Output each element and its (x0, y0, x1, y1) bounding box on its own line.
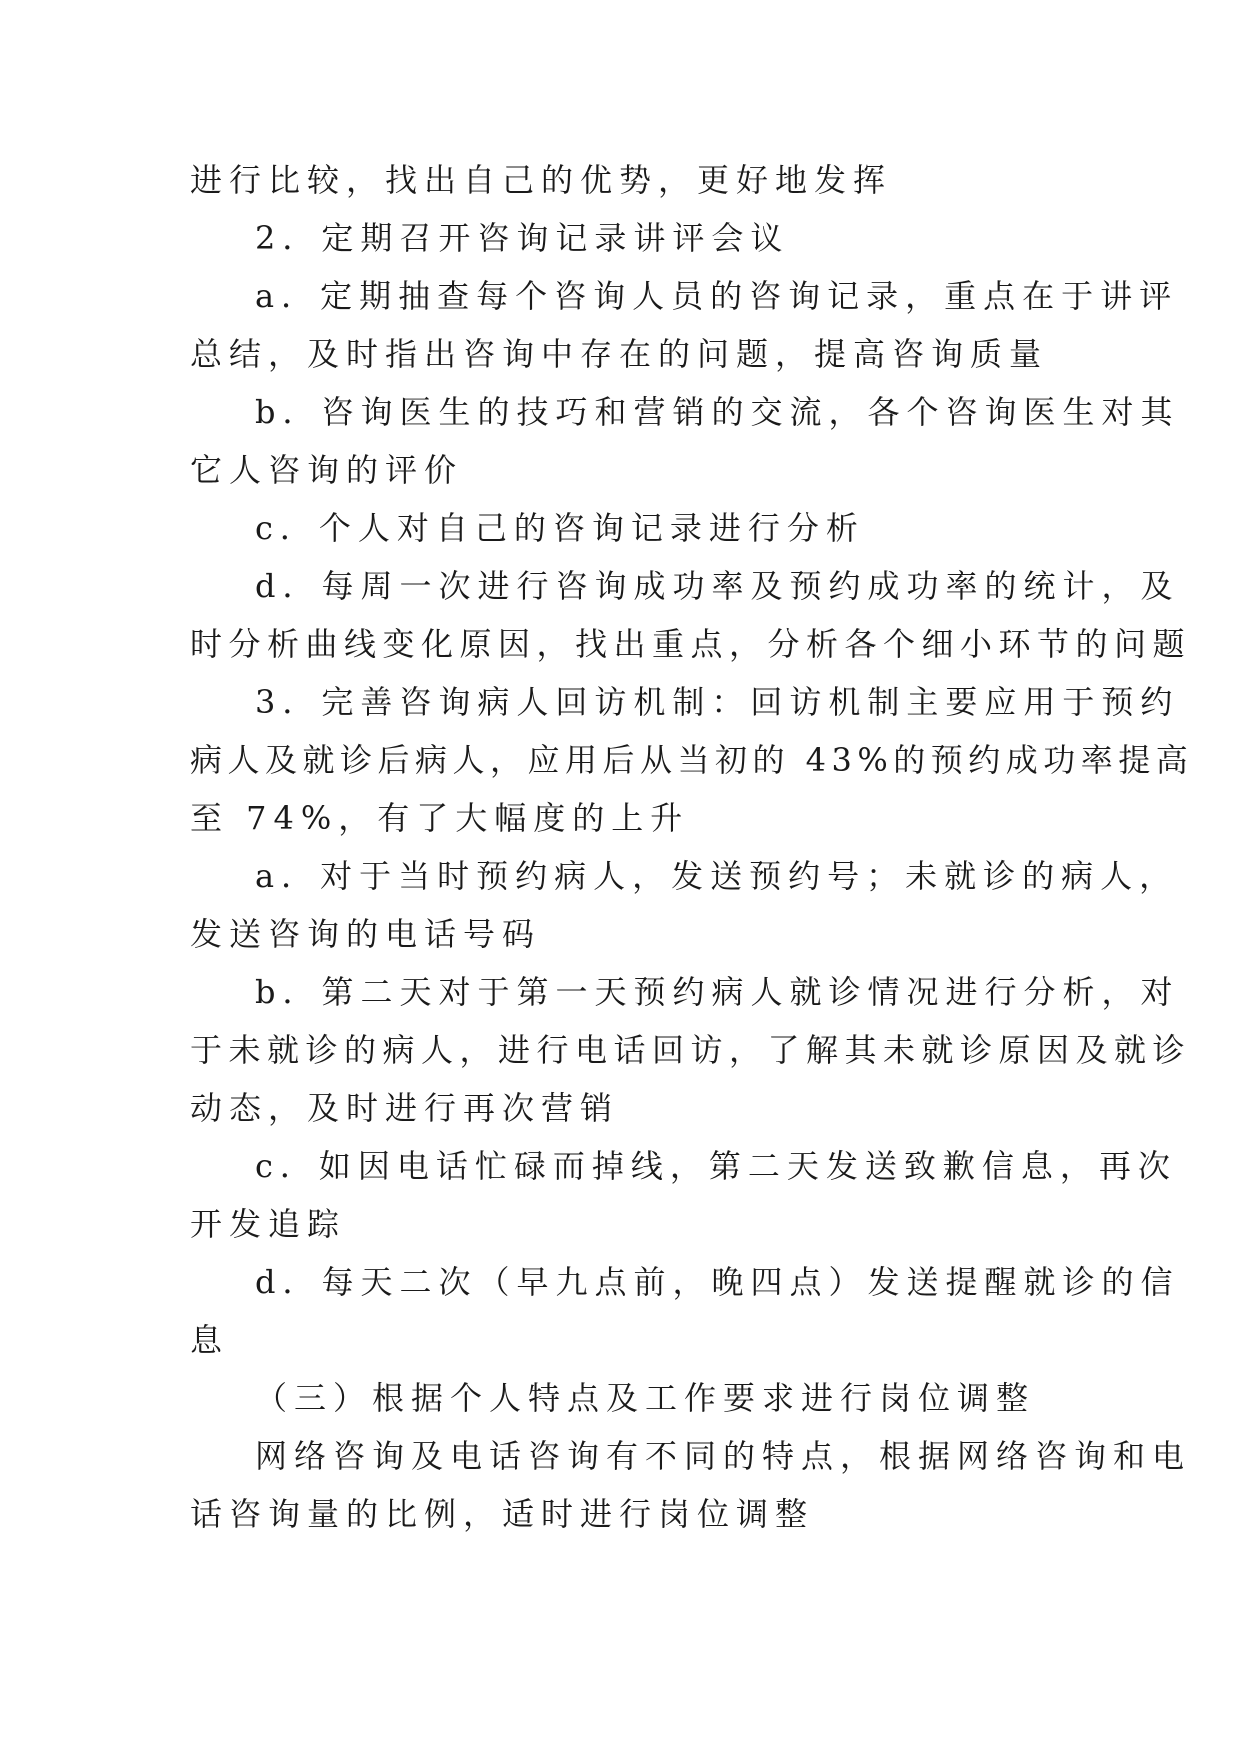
text-line: 于未就诊的病人，进行电话回访，了解其未就诊原因及就诊 (190, 1031, 1192, 1069)
text-line: 时分析曲线变化原因，找出重点，分析各个细小环节的问题 (190, 625, 1192, 663)
text-line: d．每天二次（早九点前，晚四点）发送提醒就诊的信 (255, 1263, 1180, 1301)
text-line: 话咨询量的比例，适时进行岗位调整 (190, 1495, 815, 1533)
text-line: 它人咨询的评价 (190, 451, 464, 489)
text-line: d．每周一次进行咨询成功率及预约成功率的统计，及 (255, 567, 1180, 605)
text-line: 总结，及时指出咨询中存在的问题，提高咨询质量 (190, 335, 1049, 373)
text-line: b．第二天对于第一天预约病人就诊情况进行分析，对 (255, 973, 1180, 1011)
text-line: 2．定期召开咨询记录讲评会议 (255, 219, 790, 257)
text-line: 息 (190, 1321, 230, 1359)
text-line: 至 74%，有了大幅度的上升 (190, 799, 690, 837)
text-line: 发送咨询的电话号码 (190, 915, 542, 953)
text-line: 进行比较，找出自己的优势，更好地发挥 (190, 161, 893, 199)
text-line: 动态，及时进行再次营销 (190, 1089, 620, 1127)
section-heading: （三）根据个人特点及工作要求进行岗位调整 (255, 1379, 1036, 1417)
text-line: 网络咨询及电话咨询有不同的特点，根据网络咨询和电 (255, 1437, 1192, 1475)
text-line: a．定期抽查每个咨询人员的咨询记录，重点在于讲评 (255, 277, 1179, 315)
text-line: 开发追踪 (190, 1205, 347, 1243)
text-line: b．咨询医生的技巧和营销的交流，各个咨询医生对其 (255, 393, 1180, 431)
text-line: c．如因电话忙碌而掉线，第二天发送致歉信息，再次 (255, 1147, 1177, 1185)
text-line: 病人及就诊后病人，应用后从当初的 43%的预约成功率提高 (190, 741, 1194, 779)
text-line: 3．完善咨询病人回访机制：回访机制主要应用于预约 (255, 683, 1180, 721)
text-line: c．个人对自己的咨询记录进行分析 (255, 509, 865, 547)
text-line: a．对于当时预约病人，发送预约号；未就诊的病人， (255, 857, 1179, 895)
